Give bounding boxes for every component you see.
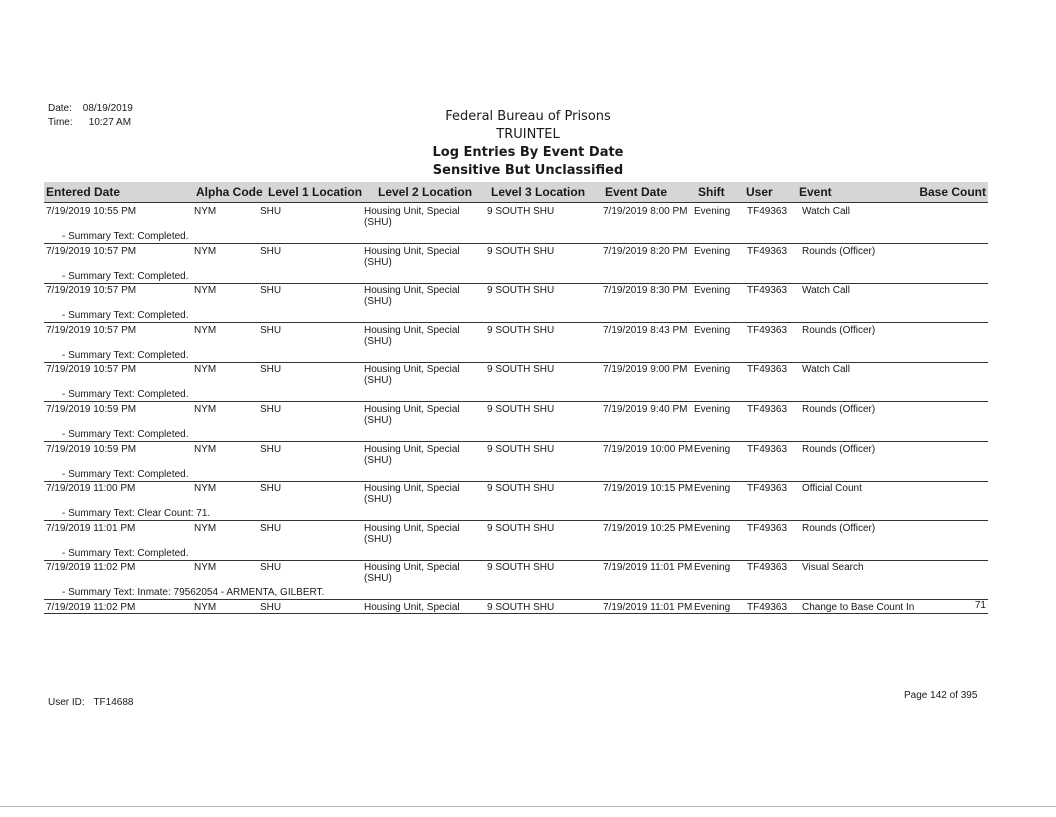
summary-text: - Summary Text: Completed. [62,547,189,559]
event-cell: Watch Call [802,285,850,297]
level2-location-cell: Housing Unit, Special (SHU) [364,206,460,228]
user-cell: TF49363 [747,403,788,415]
level1-location-cell: SHU [260,324,282,336]
alpha-code-cell: NYM [194,245,217,257]
event-cell: Visual Search [802,562,864,574]
entered-date-cell: 7/19/2019 10:57 PM [46,245,137,257]
level1-location-cell: SHU [260,403,282,415]
level2-location-cell: Housing Unit, Special (SHU) [364,324,460,347]
shift-cell: Evening [694,601,731,613]
entered-date-cell: 7/19/2019 10:59 PM [46,443,137,455]
agency-name: Federal Bureau of Prisons [445,109,611,124]
event-cell: Rounds (Officer) [802,443,876,455]
event-cell: Rounds (Officer) [802,522,876,534]
summary-text: - Summary Text: Completed. [62,428,189,440]
summary-text: - Summary Text: Clear Count: 71. [62,508,211,520]
time-label: Time: [48,117,73,128]
alpha-code-cell: NYM [194,206,217,217]
entered-date-cell: 7/19/2019 10:57 PM [46,364,137,376]
summary-text: - Summary Text: Completed. [62,270,189,282]
level2-location-cell: Housing Unit, Special (SHU) [364,483,460,506]
base-count-cell: 71 [974,599,986,611]
table-row [44,323,988,363]
shift-cell: Evening [694,483,731,495]
event-date-cell: 7/19/2019 9:40 PM [603,403,688,415]
level3-location-cell: 9 SOUTH SHU [487,364,555,376]
date-label: Date: [48,103,72,114]
level1-location-cell: SHU [260,601,282,613]
table-row [44,600,988,640]
col-alpha-code: Alpha Code [196,185,263,199]
entered-date-cell: 7/19/2019 11:00 PM [46,483,136,495]
date-value: 08/19/2019 [82,103,133,114]
level2-location-cell: Housing Unit, Special (SHU) [364,562,460,585]
level1-location-cell: SHU [260,285,282,297]
user-cell: TF49363 [747,206,788,217]
col-user: User [746,185,773,199]
summary-text: - Summary Text: Completed. [62,349,189,361]
event-cell: Rounds (Officer) [802,245,876,257]
alpha-code-cell: NYM [194,403,217,415]
user-cell: TF49363 [747,364,788,376]
level1-location-cell: SHU [260,522,282,534]
table-row [44,204,988,244]
user-id-label: User ID: [48,697,85,708]
col-event: Event [799,185,832,199]
event-cell: Rounds (Officer) [802,324,876,336]
log-entries-table [44,204,988,640]
user-cell: TF49363 [747,562,788,574]
event-date-cell: 7/19/2019 11:01 PM [603,601,693,613]
classification: Sensitive But Unclassified [432,163,624,178]
user-cell: TF49363 [747,483,788,495]
col-entered-date: Entered Date [46,185,121,199]
col-shift: Shift [698,185,725,199]
table-header [44,182,988,203]
shift-cell: Evening [694,443,731,455]
alpha-code-cell: NYM [194,483,217,495]
event-cell: Official Count [802,483,862,495]
level3-location-cell: 9 SOUTH SHU [487,483,555,495]
level2-location-cell: Housing Unit, Special (SHU) [364,245,460,268]
user-cell: TF49363 [747,522,788,534]
level1-location-cell: SHU [260,443,282,455]
shift-cell: Evening [694,285,731,297]
shift-cell: Evening [694,403,731,415]
table-row [44,244,988,284]
shift-cell: Evening [694,562,731,574]
entered-date-cell: 7/19/2019 10:57 PM [46,324,137,336]
table-row [44,481,988,521]
report-name: Log Entries By Event Date [432,145,624,160]
entered-date-cell: 7/19/2019 11:02 PM [46,562,136,574]
summary-text: - Summary Text: Inmate: 79562054 - ARMENTA, GILBERT. [62,587,325,599]
level3-location-cell: 9 SOUTH SHU [487,562,555,574]
level2-location-cell: Housing Unit, Special [364,601,460,613]
summary-text: - Summary Text: Completed. [62,231,189,242]
entered-date-cell: 7/19/2019 10:57 PM [46,285,137,297]
alpha-code-cell: NYM [194,443,217,455]
user-cell: TF49363 [747,443,788,455]
col-level1-location: Level 1 Location [268,185,363,199]
summary-text: - Summary Text: Completed. [62,468,189,480]
level2-location-cell: Housing Unit, Special (SHU) [364,285,460,308]
user-cell: TF49363 [747,601,788,613]
event-cell: Change to Base Count In [802,601,915,613]
level1-location-cell: SHU [260,245,282,257]
shift-cell: Evening [694,206,731,217]
user-cell: TF49363 [747,285,788,297]
level3-location-cell: 9 SOUTH SHU [487,245,555,257]
level3-location-cell: 9 SOUTH SHU [487,206,555,217]
table-row [44,442,988,482]
col-base-count: Base Count [919,185,986,199]
level2-location-cell: Housing Unit, Special (SHU) [364,522,460,545]
level3-location-cell: 9 SOUTH SHU [487,601,555,613]
table-row [44,402,988,442]
table-row [44,521,988,561]
level2-location-cell: Housing Unit, Special (SHU) [364,443,460,466]
level3-location-cell: 9 SOUTH SHU [487,324,555,336]
event-date-cell: 7/19/2019 11:01 PM [603,562,693,574]
level3-location-cell: 9 SOUTH SHU [487,443,555,455]
event-date-cell: 7/19/2019 10:00 PM [603,443,694,455]
col-level3-location: Level 3 Location [491,185,586,199]
summary-text: - Summary Text: Completed. [62,389,189,401]
level2-location-cell: Housing Unit, Special (SHU) [364,403,460,426]
alpha-code-cell: NYM [194,285,217,297]
shift-cell: Evening [694,364,731,376]
alpha-code-cell: NYM [194,601,217,613]
footer-user-id [48,697,133,708]
event-date-cell: 7/19/2019 10:15 PM [603,483,694,495]
entered-date-cell: 7/19/2019 11:01 PM [46,522,136,534]
shift-cell: Evening [694,324,731,336]
entered-date-cell: 7/19/2019 11:02 PM [46,601,136,613]
level1-location-cell: SHU [260,364,282,376]
table-row [44,283,988,323]
alpha-code-cell: NYM [194,522,217,534]
event-cell: Rounds (Officer) [802,403,876,415]
page-number: Page 142 of 395 [904,690,978,701]
system-name: TRUINTEL [496,127,560,142]
entered-date-cell: 7/19/2019 10:59 PM [46,403,137,415]
level3-location-cell: 9 SOUTH SHU [487,285,555,297]
col-level2-location: Level 2 Location [378,185,473,199]
event-date-cell: 7/19/2019 8:20 PM [603,245,688,257]
level3-location-cell: 9 SOUTH SHU [487,522,555,534]
shift-cell: Evening [694,245,731,257]
event-date-cell: 7/19/2019 9:00 PM [603,364,688,376]
user-cell: TF49363 [747,245,788,257]
table-row [44,362,988,402]
event-cell: Watch Call [802,364,850,376]
alpha-code-cell: NYM [194,562,217,574]
report-title [0,108,1056,180]
event-date-cell: 7/19/2019 8:43 PM [603,324,688,336]
event-date-cell: 7/19/2019 10:25 PM [603,522,694,534]
event-date-cell: 7/19/2019 8:30 PM [603,285,688,297]
col-event-date: Event Date [605,185,668,199]
time-value: 10:27 AM [88,117,132,128]
entered-date-cell: 7/19/2019 10:55 PM [46,206,137,217]
user-id-value: TF14688 [93,697,134,708]
alpha-code-cell: NYM [194,324,217,336]
event-date-cell: 7/19/2019 8:00 PM [603,206,688,217]
summary-text: - Summary Text: Completed. [62,310,189,322]
page-bottom-rule [0,806,1056,807]
level3-location-cell: 9 SOUTH SHU [487,403,555,415]
level2-location-cell: Housing Unit, Special (SHU) [364,364,460,387]
level1-location-cell: SHU [260,562,282,574]
level1-location-cell: SHU [260,206,282,217]
table-row [44,560,988,600]
user-cell: TF49363 [747,324,788,336]
shift-cell: Evening [694,522,731,534]
alpha-code-cell: NYM [194,364,217,376]
level1-location-cell: SHU [260,483,282,495]
row-divider [44,613,988,614]
event-cell: Watch Call [802,206,850,217]
